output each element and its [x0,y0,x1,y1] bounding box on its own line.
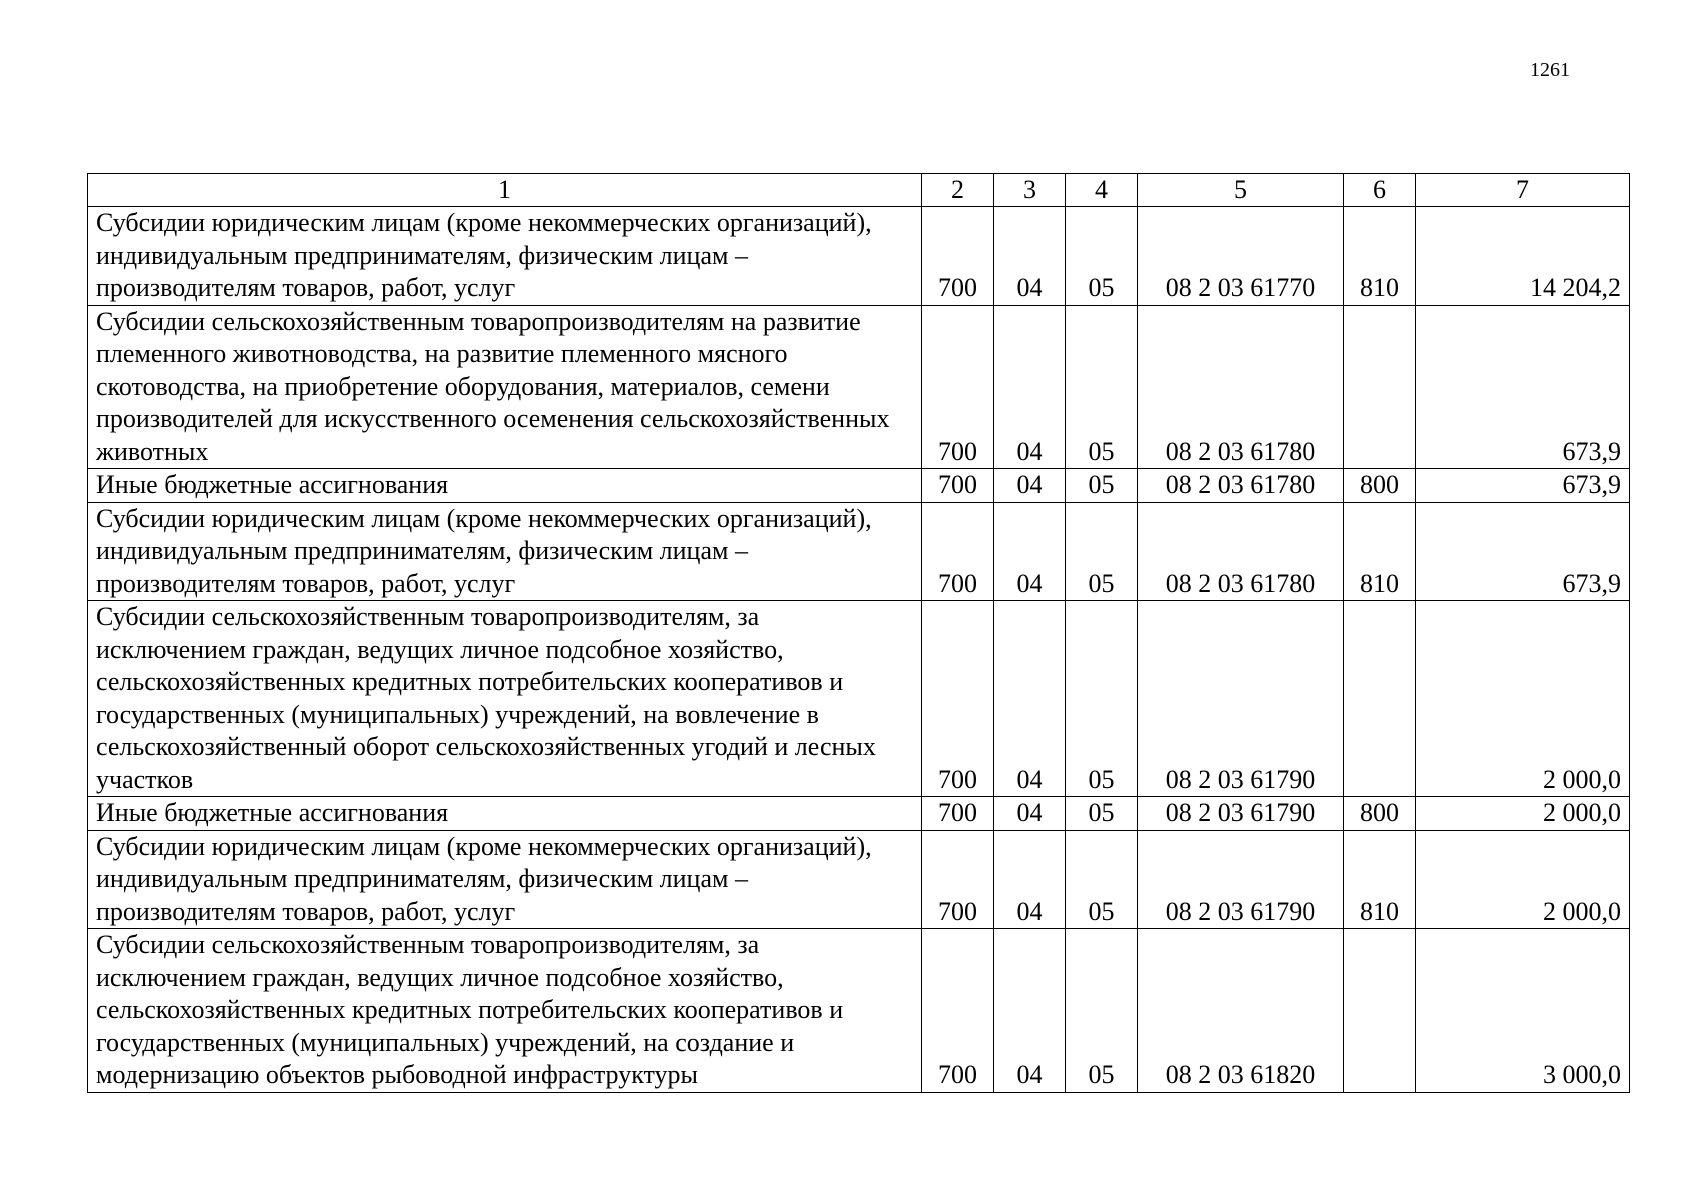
ministry-code-cell: 700 [922,929,994,1093]
section-code-cell: 04 [994,305,1066,469]
ministry-code-cell: 700 [922,797,994,831]
subsection-code-cell: 05 [1066,207,1138,306]
budget-table-body [88,174,1630,1093]
section-code-cell: 04 [994,830,1066,929]
section-code-cell: 04 [994,207,1066,306]
row-name-cell: Иные бюджетные ассигнования [88,469,922,503]
table-row [88,797,1630,831]
row-name-cell: Субсидии юридическим лицам (кроме некоммерческих организаций), индивидуальным предпринимателям, физическим лицам – производителям товаров, работ, услуг [88,502,922,601]
header-cell-7: 7 [1416,174,1630,207]
target-code-cell: 08 2 03 61820 [1138,929,1344,1093]
table-row [88,502,1630,601]
row-name-cell: Субсидии юридическим лицам (кроме некоммерческих организаций), индивидуальным предпринимателям, физическим лицам – производителям товаров, работ, услуг [88,830,922,929]
header-cell-5: 5 [1138,174,1344,207]
ministry-code-cell: 700 [922,601,994,797]
expense-type-cell [1344,601,1416,797]
row-name-cell: Субсидии юридическим лицам (кроме некоммерческих организаций), индивидуальным предпринимателям, физическим лицам – производителям товаров, работ, услуг [88,207,922,306]
ministry-code-cell: 700 [922,830,994,929]
section-code-cell: 04 [994,502,1066,601]
header-cell-6: 6 [1344,174,1416,207]
row-name-cell: Иные бюджетные ассигнования [88,797,922,831]
amount-cell: 2 000,0 [1416,797,1630,831]
amount-cell: 673,9 [1416,502,1630,601]
amount-cell: 673,9 [1416,469,1630,503]
table-row [88,830,1630,929]
table-header-row [88,174,1630,207]
row-name-cell: Субсидии сельскохозяйственным товаропроизводителям, за исключением граждан, ведущих личное подсобное хозяйство, сельскохозяйственных кредитных потребительских кооперативов и государственных (муниципальных) учреждений, на вовлечение в сельскохозяйственный оборот сельскохозяйственных угодий и лесных участков [88,601,922,797]
subsection-code-cell: 05 [1066,830,1138,929]
amount-cell: 14 204,2 [1416,207,1630,306]
amount-cell: 2 000,0 [1416,830,1630,929]
section-code-cell: 04 [994,601,1066,797]
subsection-code-cell: 05 [1066,797,1138,831]
section-code-cell: 04 [994,929,1066,1093]
expense-type-cell: 810 [1344,830,1416,929]
target-code-cell: 08 2 03 61780 [1138,469,1344,503]
ministry-code-cell: 700 [922,502,994,601]
header-cell-4: 4 [1066,174,1138,207]
section-code-cell: 04 [994,797,1066,831]
table-row [88,207,1630,306]
target-code-cell: 08 2 03 61790 [1138,601,1344,797]
table-row [88,469,1630,503]
subsection-code-cell: 05 [1066,502,1138,601]
row-name-cell: Субсидии сельскохозяйственным товаропроизводителям, за исключением граждан, ведущих личное подсобное хозяйство, сельскохозяйственных кредитных потребительских кооперативов и государственных (муниципальных) учреждений, на создание и модернизацию объектов рыбоводной инфраструктуры [88,929,922,1093]
page-number: 1261 [1530,59,1570,81]
target-code-cell: 08 2 03 61770 [1138,207,1344,306]
table-row [88,305,1630,469]
target-code-cell: 08 2 03 61790 [1138,797,1344,831]
amount-cell: 673,9 [1416,305,1630,469]
subsection-code-cell: 05 [1066,469,1138,503]
expense-type-cell: 800 [1344,469,1416,503]
subsection-code-cell: 05 [1066,929,1138,1093]
amount-cell: 2 000,0 [1416,601,1630,797]
ministry-code-cell: 700 [922,305,994,469]
expense-type-cell [1344,929,1416,1093]
target-code-cell: 08 2 03 61780 [1138,502,1344,601]
target-code-cell: 08 2 03 61780 [1138,305,1344,469]
expense-type-cell: 800 [1344,797,1416,831]
target-code-cell: 08 2 03 61790 [1138,830,1344,929]
row-name-cell: Субсидии сельскохозяйственным товаропроизводителям на развитие племенного животноводства, на развитие племенного мясного скотоводства, на приобретение оборудования, материалов, семени производителей для искусственного осеменения сельскохозяйственных животных [88,305,922,469]
expense-type-cell: 810 [1344,207,1416,306]
table-row [88,601,1630,797]
amount-cell: 3 000,0 [1416,929,1630,1093]
expense-type-cell [1344,305,1416,469]
header-cell-1: 1 [88,174,922,207]
subsection-code-cell: 05 [1066,601,1138,797]
ministry-code-cell: 700 [922,469,994,503]
header-cell-2: 2 [922,174,994,207]
header-cell-3: 3 [994,174,1066,207]
ministry-code-cell: 700 [922,207,994,306]
section-code-cell: 04 [994,469,1066,503]
expense-type-cell: 810 [1344,502,1416,601]
subsection-code-cell: 05 [1066,305,1138,469]
budget-table [87,173,1630,1093]
table-row [88,929,1630,1093]
